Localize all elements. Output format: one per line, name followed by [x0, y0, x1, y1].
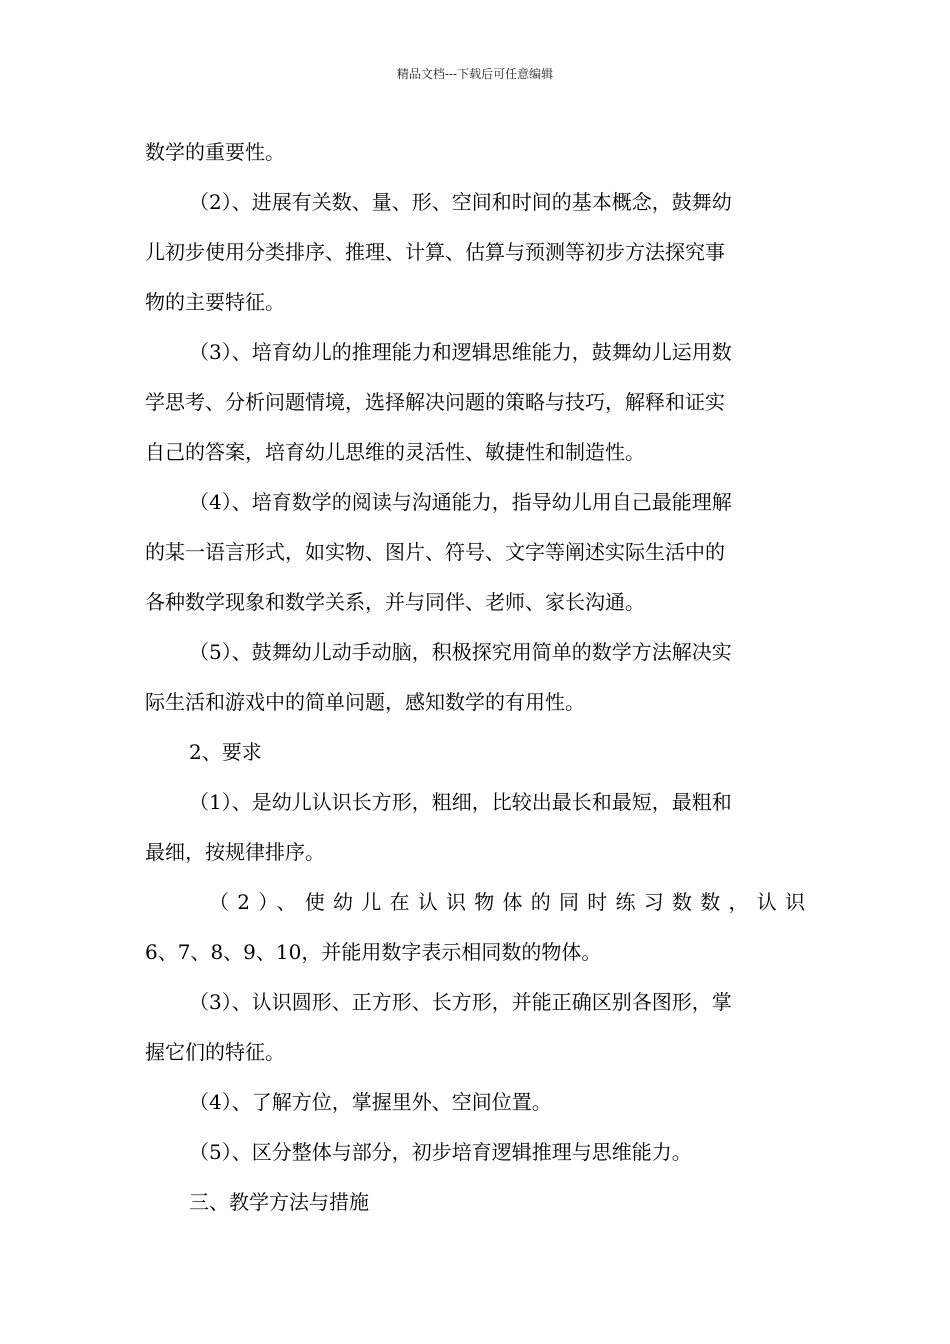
- text-line: 握它们的特征。: [145, 1040, 285, 1064]
- text-line: （3）、培育幼儿的推理能力和逻辑思维能力，鼓舞幼儿运用数: [189, 340, 732, 364]
- text-line: 学思考、分析问题情境，选择解决问题的策略与技巧，解释和证实: [145, 390, 725, 414]
- text-line: （5）、鼓舞幼儿动手动脑，积极探究用简单的数学方法解决实: [189, 640, 732, 664]
- text-line: 最细，按规律排序。: [145, 840, 325, 864]
- section-heading: 三、教学方法与措施: [189, 1190, 369, 1214]
- section-heading: 2、要求: [189, 740, 262, 764]
- text-line: 6、7、8、9、10，并能用数字表示相同数的物体。: [145, 940, 602, 964]
- text-line: 各种数学现象和数学关系，并与同伴、老师、家长沟通。: [145, 590, 645, 614]
- text-line: 物的主要特征。: [145, 290, 285, 314]
- text-line: 儿初步使用分类排序、推理、计算、估算与预测等初步方法探究事: [145, 240, 725, 264]
- text-line: （3）、认识圆形、正方形、长方形，并能正确区别各图形，掌: [189, 990, 732, 1014]
- text-line: 的某一语言形式，如实物、图片、符号、文字等阐述实际生活中的: [145, 540, 725, 564]
- text-line: （4）、了解方位，掌握里外、空间位置。: [189, 1090, 552, 1114]
- text-line: （5）、区分整体与部分，初步培育逻辑推理与思维能力。: [189, 1140, 692, 1164]
- text-line: （2）、进展有关数、量、形、空间和时间的基本概念，鼓舞幼: [189, 190, 732, 214]
- page-header: 精品文档---下载后可任意编辑: [396, 67, 554, 81]
- document-body: [145, 132, 805, 1232]
- text-line: 自己的答案，培育幼儿思维的灵活性、敏捷性和制造性。: [145, 440, 645, 464]
- text-line: 际生活和游戏中的简单问题，感知数学的有用性。: [145, 690, 585, 714]
- text-line: （2）、使幼儿在认识物体的同时练习数数，认识: [209, 890, 805, 914]
- text-line: 数学的重要性。: [145, 140, 285, 164]
- text-line: （1）、是幼儿认识长方形，粗细，比较出最长和最短，最粗和: [189, 790, 732, 814]
- text-line: （4）、培育数学的阅读与沟通能力，指导幼儿用自己最能理解: [189, 490, 732, 514]
